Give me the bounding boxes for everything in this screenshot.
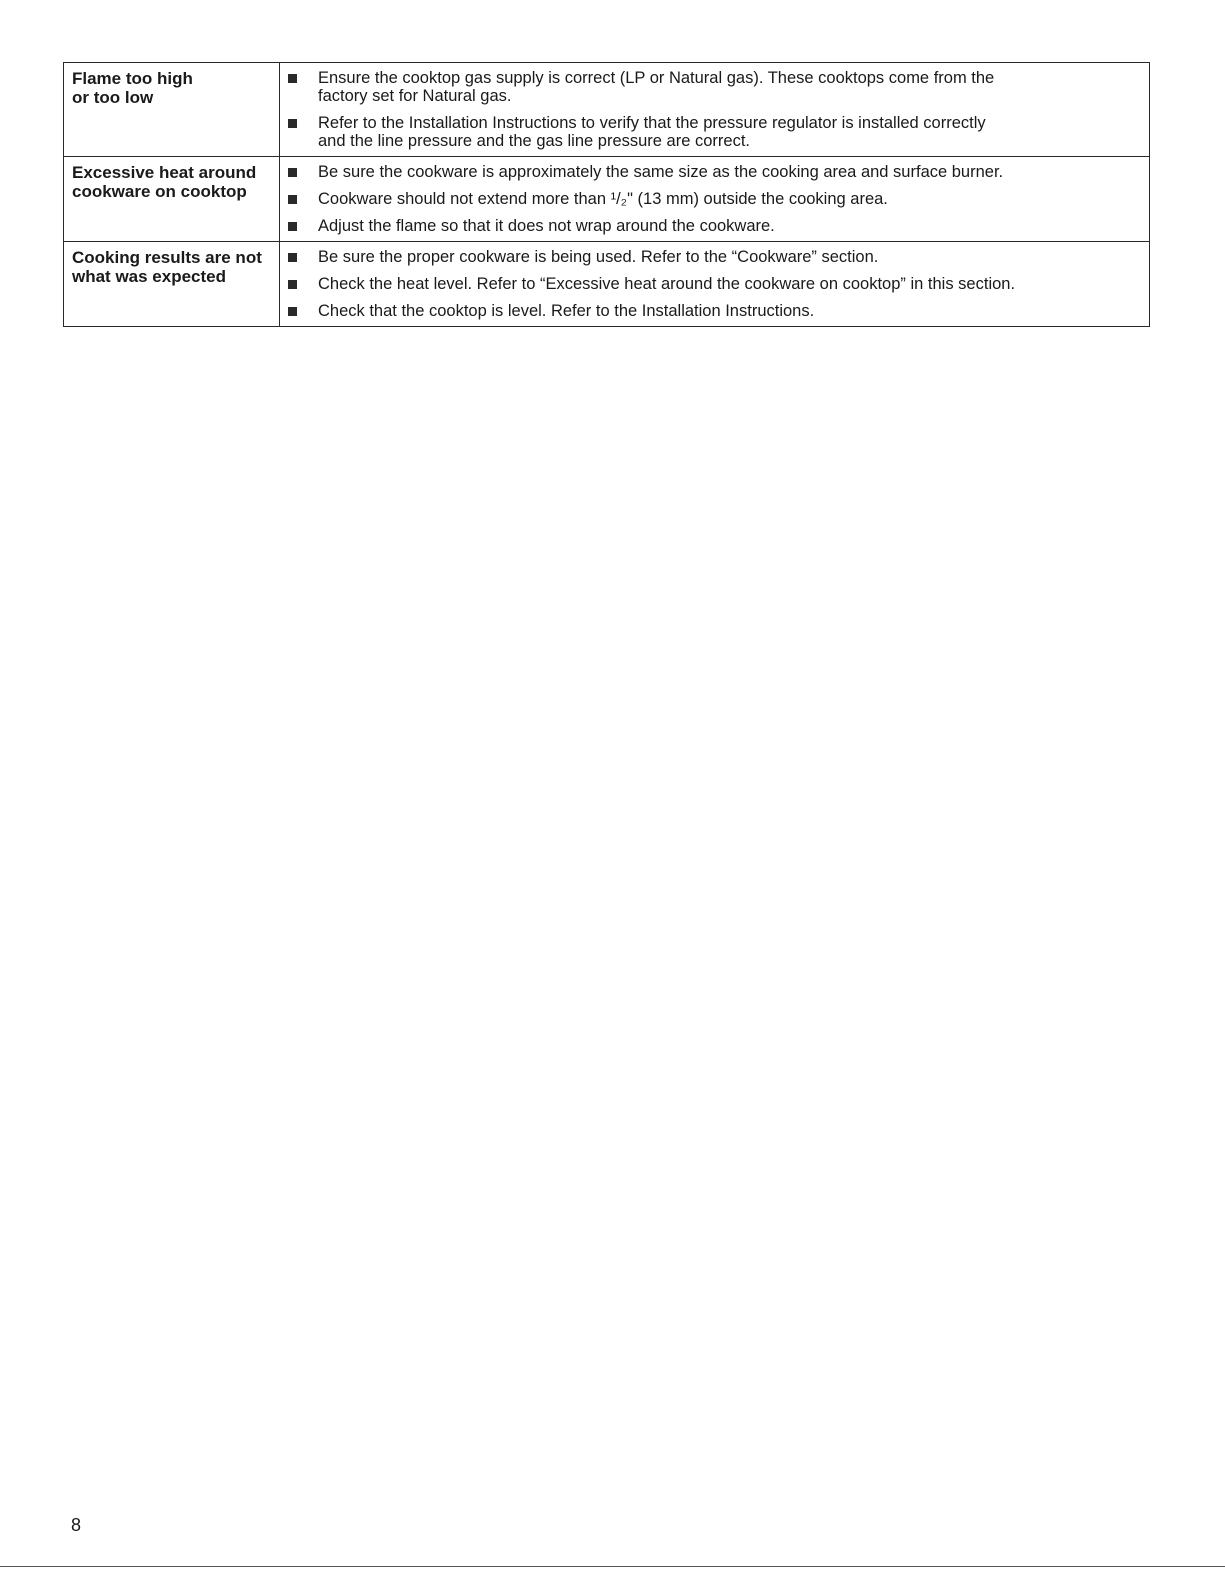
table-row (64, 63, 1150, 157)
problem-cell (64, 157, 280, 242)
solution-text: Refer to the Installation Instructions to verify that the pressure regulator is installed correctly and the line pressure and the gas line pressure are correct. (318, 114, 986, 150)
square-bullet-icon (288, 280, 297, 289)
table-row (64, 242, 1150, 327)
solution-text: Ensure the cooktop gas supply is correct (LP or Natural gas). These cooktops come from the factory set for Natural gas. (318, 69, 995, 105)
square-bullet-icon (288, 119, 297, 128)
solution-text: Adjust the flame so that it does not wrap around the cookware. (318, 217, 775, 235)
problem-text: Flame too high or too low (72, 69, 193, 107)
problem-cell (64, 242, 280, 327)
table-row (64, 157, 1150, 242)
solution-item (288, 275, 1139, 293)
square-bullet-icon (288, 168, 297, 177)
problem-cell (64, 63, 280, 157)
square-bullet-icon (288, 222, 297, 231)
solution-item (288, 217, 1139, 235)
solution-item (288, 190, 1139, 208)
solution-text: Cookware should not extend more than ¹/₂" (13 mm) outside the cooking area. (318, 190, 888, 208)
solution-text: Be sure the proper cookware is being used. Refer to the “Cookware” section. (318, 248, 879, 266)
solution-text: Check that the cooktop is level. Refer to the Installation Instructions. (318, 302, 815, 320)
square-bullet-icon (288, 307, 297, 316)
solution-cell (280, 157, 1150, 242)
solution-item (288, 163, 1139, 181)
solution-text: Check the heat level. Refer to “Excessive heat around the cookware on cooktop” in this section. (318, 275, 1016, 293)
troubleshooting-table (63, 62, 1150, 327)
problem-text: Excessive heat around cookware on cooktop (72, 163, 257, 201)
solution-cell (280, 63, 1150, 157)
square-bullet-icon (288, 253, 297, 262)
solution-item (288, 302, 1139, 320)
square-bullet-icon (288, 74, 297, 83)
square-bullet-icon (288, 195, 297, 204)
solution-cell (280, 242, 1150, 327)
solution-text: Be sure the cookware is approximately the same size as the cooking area and surface burner. (318, 163, 1004, 181)
problem-text: Cooking results are not what was expected (72, 248, 262, 286)
bottom-rule (0, 1566, 1225, 1567)
solution-item (288, 114, 1139, 150)
solution-item (288, 248, 1139, 266)
page-number: 8 (71, 1515, 82, 1535)
solution-item (288, 69, 1139, 105)
